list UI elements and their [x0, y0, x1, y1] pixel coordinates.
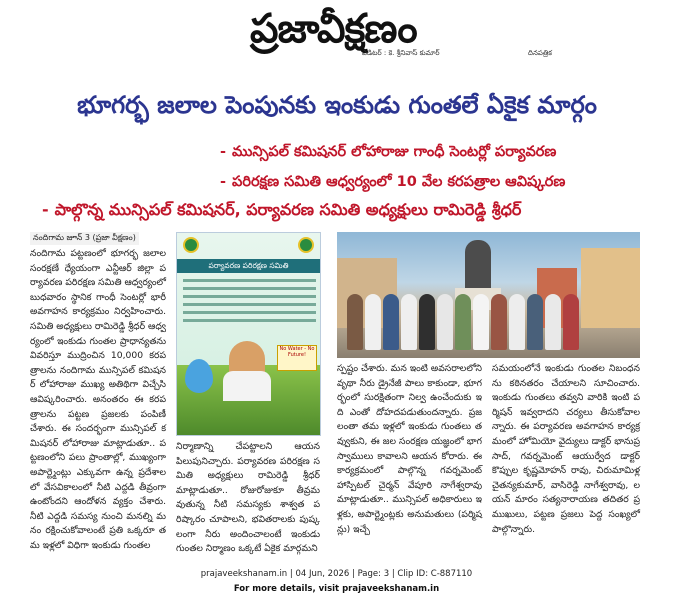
person — [419, 294, 435, 350]
person — [383, 294, 399, 350]
subhead-2-text: పరిరక్షణ సమితి ఆధ్వర్యంలో 10 వేల కరపత్రాల ఆవిష్కరణ — [232, 174, 566, 190]
pamphlet-banner: పర్యావరణ పరిరక్షణ సమితి — [177, 259, 320, 273]
subhead-1 — [220, 142, 556, 162]
subhead-dash: - — [220, 144, 227, 160]
clip-footer: prajaveekshanam.in | 04 Jun, 2026 | Page: 3 | Clip ID: C-887110 — [200, 569, 473, 579]
person — [473, 294, 489, 350]
subhead-3 — [42, 200, 521, 220]
article-column-3: స్పష్టం చేశారు. మన ఇంటి అవసరాలలోని వృథా నీరు డ్రైనేజీ పాలు కాకుండా, భూగర్భంలో సురక్షితంగా నిల్వ ఉంచేందుకు ఇది ఎంతో దోహదపడుతుందన్నారు. ప్రజలంతా తమ ఇళ్లలో ఇంకుడు గుంతలు తవ్వుకుని, ఈ జల సంరక్షణ యజ్ఞంలో భాగస్వాములు కావాలని ఆయన కోరారు. ఈ కార్యక్రమంలో పాల్గొన్న గవర్నమెంట్ హాస్పిటల్ చైర్మన్ వేపూరి నాగేశ్వరావు మాట్లాడుతూ.. మున్సిపల్ అధికారులు ఇళ్లకు, అపార్ట్మెంట్లకు అనుమతులు (పర్మిషన్లు) ఇచ్చే — [337, 363, 482, 535]
article-column-1: నందిగామ పట్టణంలో భూగర్భ జలాల సంరక్షణే ధ్యేయంగా ఎన్టీఆర్ జిల్లా పర్యావరణ పరిరక్షణ సమితి ఆధ్వర్యంలో బుధవారం స్థానిక గాంధీ సెంటర్లో భారీ అవగాహన కార్యక్రమం నిర్వహించారు. సమితి అధ్యక్షులు రామిరెడ్డి శ్రీధర్ ఆధ్వర్యంలో ఇంకుడు గుంతల ప్రాధాన్యతను వివరిస్తూ ముద్రించిన 10,000 కరపత్రాలను నందిగామ మున్సిపల్ కమిషనర్ లోహారాజు ముఖ్య అతిథిగా విచ్చేసి ఆవిష్కరించారు. అనంతరం ఈ కరపత్రాలను పట్టణ ప్రజలకు పంపిణీ చేశారు. ఈ సందర్భంగా మున్సిపల్ కమిషనర్ లోహారాజు మాట్లాడుతూ.. పట్టణంలోని పలు ప్రాంతాల్లో, ముఖ్యంగా అపార్ట్మెంట్లు ఎక్కువగా ఉన్న ప్రదేశాలలో వేసవికాలంలో నీటి ఎద్దడి తీవ్రంగా ఉంటోందని ఆందోళన వ్యక్తం చేశారు. నీటి ఎద్దడి సమస్య నుంచి మనల్ని మనం రక్షించుకోవాలంటే ప్రతి ఒక్కరూ తమ ఇళ్లలో విధిగా ఇంకుడు గుంతల — [30, 248, 166, 551]
person — [401, 294, 417, 350]
more-details-link[interactable]: For more details, visit prajaveekshanam.in — [233, 584, 440, 594]
building — [581, 248, 640, 328]
subhead-2 — [220, 172, 565, 192]
masthead — [0, 0, 673, 78]
pamphlet-text-line — [183, 287, 316, 290]
article-headline: భూగర్భ జలాల పెంపునకు ఇంకుడు గుంతలే ఏకైక మార్గం — [77, 91, 597, 119]
subhead-dash: - — [42, 200, 49, 219]
dateline: నందిగామ జూన్ 3 (ప్రజా వీక్షణం) — [30, 232, 139, 245]
person — [509, 294, 525, 350]
person-shirt — [223, 371, 271, 401]
slogan-box: No Water - No Future! — [277, 345, 317, 371]
pamphlet-text-line — [183, 279, 316, 282]
person — [365, 294, 381, 350]
person — [491, 294, 507, 350]
person — [455, 294, 471, 350]
gandhi-statue — [465, 240, 491, 292]
person — [527, 294, 543, 350]
pamphlet-text-line — [183, 303, 316, 306]
newspaper-title: ప్రజావీక్షణం — [250, 5, 417, 52]
daily-tag: దినపత్రిక — [528, 49, 552, 57]
person — [545, 294, 561, 350]
pamphlet-photo — [176, 232, 321, 436]
subhead-dash: - — [220, 174, 227, 190]
person — [437, 294, 453, 350]
pamphlet-text-line — [183, 311, 316, 314]
seal-icon — [298, 237, 314, 253]
article-column-4: సమయంలోనే ఇంకుడు గుంతల నిబంధనను కఠినతరం చేయాలని సూచించారు. ఇంకుడు గుంతలు తవ్వని వారికి ఇంటి పర్మిషన్ ఇవ్వరాదని చర్యలు తీసుకోవాలన్నారు. ఈ పర్యావరణ అవగాహన కార్యక్రమంలో హోమియో వైద్యులు డాక్టర్ భానుప్రసాద్, గవర్నమెంట్ ఆయుర్వేద డాక్టర్ కొప్పుల కృష్ణమోహన్ రావు, చిరుమామిళ్ల చైతన్యకుమార్, వాసిరెడ్డి నాగేశ్వరావు, లయన్ మారం సత్యనారాయణ తదితర ప్రముఖులు, పట్టణ ప్రజలు పెద్ద సంఖ్యలో పాల్గొన్నారు. — [492, 363, 640, 535]
event-photo — [337, 232, 640, 358]
subhead-3-text: పాల్గొన్న మున్సిపల్ కమిషనర్, పర్యావరణ సమితి అధ్యక్షులు రామిరెడ్డి శ్రీధర్ — [54, 200, 522, 219]
editor-line: ఎడిటర్ : కె. శ్రీనివాస్ కుమార్ — [362, 49, 440, 57]
subhead-1-text: మున్సిపల్ కమిషనర్ లోహారాజు గాంధీ సెంటర్లో పర్యావరణ — [232, 144, 557, 160]
article-column-2-top: నిర్మాణాన్ని చేపట్టాలని ఆయన పిలుపునిచ్చారు. పర్యావరణ పరిరక్షణ సమితి అధ్యక్షులు రామిరెడ్డి శ్రీధర్ మాట్లాడుతూ.. రోజురోజుకూ తీవ్రమవుతున్న నీటి సమస్యకు శాశ్వత పరిష్కారం చూపాలని, భవితరాలకు పుష్కలంగా నీరు అందించాలంటే ఇంకుడు గుంతల నిర్మాణం ఒక్కటే ఏకైక మార్గమని — [176, 441, 320, 555]
pamphlet-text-line — [183, 295, 316, 298]
person — [563, 294, 579, 350]
water-drop-icon — [185, 359, 213, 393]
pamphlet-text-line — [183, 319, 316, 322]
person — [347, 294, 363, 350]
seal-icon — [183, 237, 199, 253]
